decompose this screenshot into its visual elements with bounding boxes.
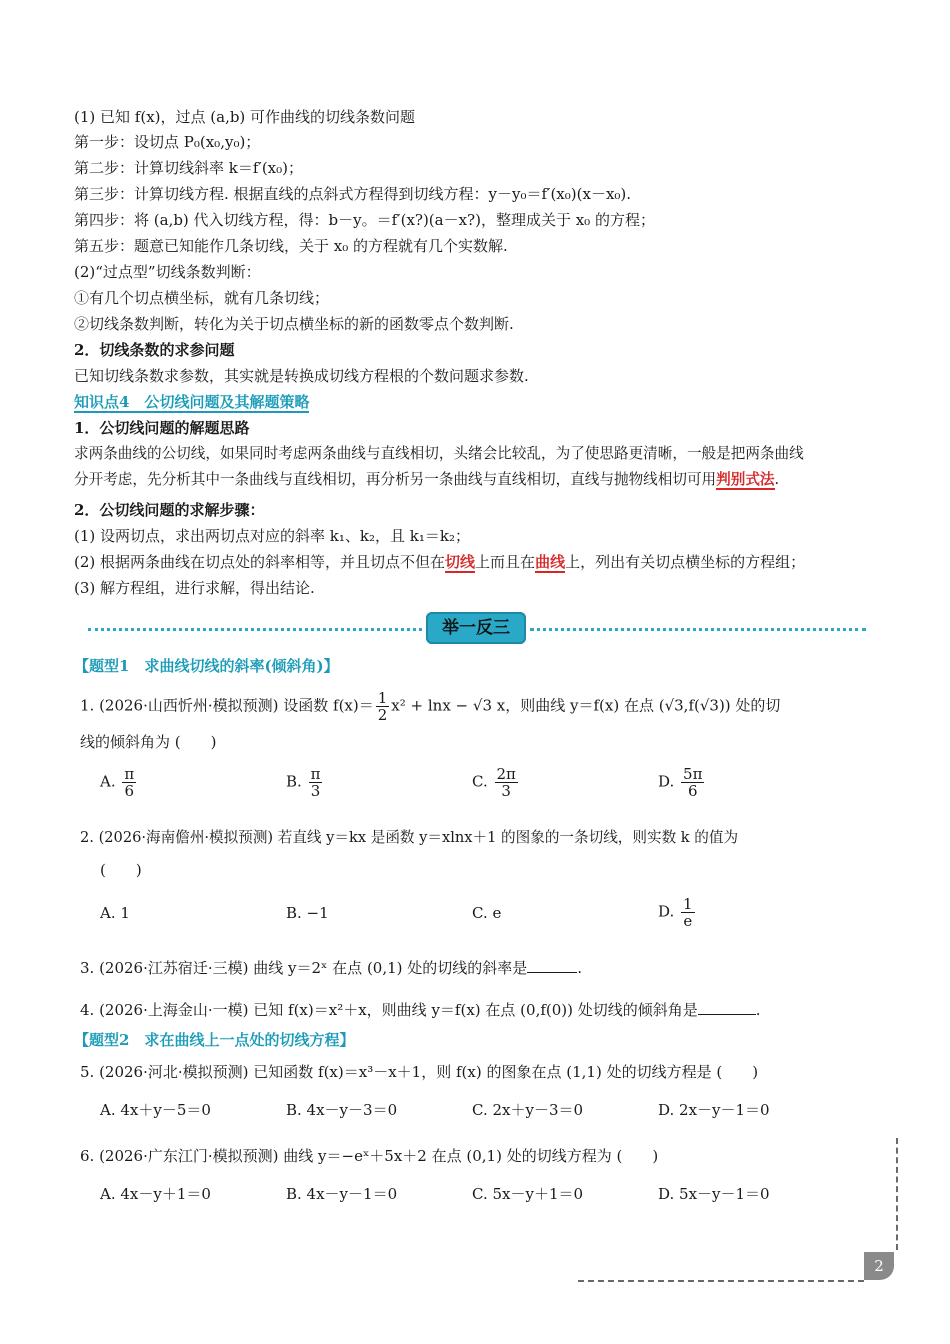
option-a[interactable]: A. 1 (100, 904, 130, 922)
option-d[interactable] (658, 896, 697, 929)
question-stem (80, 1000, 761, 1020)
fraction (376, 690, 390, 723)
text-line: 第一步：设切点 P₀(x₀,y₀)； (74, 133, 261, 151)
text-line: ①有几个切点横坐标，就有几条切线； (74, 289, 330, 307)
option-b[interactable]: B. 4x－y－3＝0 (286, 1101, 398, 1119)
text-span: . (755, 1001, 761, 1019)
text-line: 第三步：计算切线方程. 根据直线的点斜式方程得到切线方程：y－y₀＝f′(x₀)(x－x₀). (74, 185, 632, 203)
numerator: 2π (496, 765, 516, 783)
option-label: B. (286, 772, 302, 791)
page-number: 2 (864, 1252, 894, 1280)
denominator: 6 (687, 782, 698, 800)
fraction (681, 766, 704, 799)
option-label: A. (100, 772, 116, 791)
banner-label: 举一反三 (426, 612, 526, 644)
denominator: 3 (501, 782, 511, 800)
numerator: π (310, 765, 321, 783)
text-line: (1) 设两切点，求出两切点对应的斜率 k₁、k₂，且 k₁＝k₂； (74, 527, 470, 545)
numerator: 1 (377, 689, 388, 707)
knowledge-point-title (74, 392, 309, 412)
page-corner-dash (578, 1280, 864, 1282)
text-line: ②切线条数判断，转化为关于切点横坐标的新的函数零点个数判断. (74, 315, 514, 333)
text-span: 4. (2026·上海金山·一模) 已知 f(x)＝x²＋x，则曲线 y＝f(x) 在点 (0,f(0)) 处切线的倾斜角是 (80, 1001, 698, 1019)
text-span: 3. (2026·江苏宿迁·三模) 曲线 y＝2ˣ 在点 (0,1) 处的切线的斜率是 (80, 959, 528, 977)
text-span: . (774, 471, 780, 488)
answer-blank[interactable] (527, 958, 577, 973)
option-b[interactable] (286, 766, 324, 799)
text-line: 求两条曲线的公切线，如果同时考虑两条曲线与直线相切，头绪会比较乱，为了使思路更清晰，一般是把两条曲线 (74, 445, 804, 462)
fraction (495, 766, 518, 799)
option-a[interactable]: A. 4x＋y－5＝0 (100, 1101, 211, 1119)
dotted-divider (88, 628, 422, 631)
text-span: 上而且在 (475, 553, 536, 571)
option-d[interactable]: D. 5x－y－1＝0 (658, 1185, 770, 1203)
text-line: 第五步：题意已知能作几条切线，关于 x₀ 的方程就有几个实数解. (74, 237, 508, 255)
section-heading: 1．公切线问题的解题思路 (74, 419, 250, 437)
option-d[interactable] (658, 766, 706, 799)
text-line: 第四步：将 (a,b) 代入切线方程，得：b－y。＝f′(x?)(a－x?)，整理成关于 x₀ 的方程； (74, 211, 655, 229)
text-span: (2) 根据两条曲线在切点处的斜率相等，并且切点不但在 (74, 553, 446, 571)
text-line: (3) 解方程组，进行求解，得出结论. (74, 579, 315, 597)
denominator: 3 (310, 782, 321, 800)
dotted-divider (530, 628, 866, 631)
option-label: C. (472, 772, 488, 791)
denominator: 2 (377, 706, 388, 724)
denominator: e (683, 912, 693, 930)
option-a[interactable]: A. 4x－y＋1＝0 (100, 1185, 211, 1203)
option-b[interactable]: B. 4x－y－1＝0 (286, 1185, 398, 1203)
text-span: . (577, 959, 583, 977)
section-heading: 2．公切线问题的求解步骤： (74, 501, 265, 519)
question-stem: 线的倾斜角为 ( ) (80, 733, 217, 751)
option-c[interactable]: C. 2x＋y－3＝0 (472, 1101, 584, 1119)
question-type-title: 【题型2 求在曲线上一点处的切线方程】 (74, 1031, 355, 1049)
question-stem (80, 690, 780, 723)
section-heading: 2．切线条数的求参问题 (74, 341, 235, 359)
text-span: 上，列出有关切点横坐标的方程组； (565, 553, 806, 571)
option-b[interactable]: B. −1 (286, 904, 329, 922)
highlight-term: 判别式法 (716, 471, 775, 488)
kp-title-text: 知识点4 公切线问题及其解题策略 (74, 393, 310, 411)
highlight-term: 曲线 (535, 553, 566, 571)
text-line: (1) 已知 f(x)，过点 (a,b) 可作曲线的切线条数问题 (74, 108, 416, 126)
option-label: D. (658, 772, 675, 791)
question-stem: ( ) (100, 861, 142, 879)
numerator: 5π (683, 765, 703, 783)
denominator: 6 (124, 782, 135, 800)
numerator: 1 (683, 895, 693, 913)
text-line (74, 470, 779, 490)
question-stem (80, 958, 582, 978)
question-stem: 2. (2026·海南儋州·模拟预测) 若直线 y＝kx 是函数 y＝xlnx＋1 的图象的一条切线，则实数 k 的值为 (80, 829, 739, 846)
option-c[interactable] (472, 766, 520, 799)
option-c[interactable]: C. 5x－y＋1＝0 (472, 1185, 584, 1203)
text-span: 分开考虑，先分析其中一条曲线与直线相切，再分析另一条曲线与直线相切，直线与抛物线相切可用 (74, 471, 717, 488)
text-span: 1. (2026·山西忻州·模拟预测) 设函数 f(x)＝ (80, 696, 374, 715)
answer-blank[interactable] (698, 1000, 756, 1015)
fraction (681, 896, 695, 929)
text-line: 第二步：计算切线斜率 k＝f′(x₀)； (74, 159, 303, 177)
option-d[interactable]: D. 2x－y－1＝0 (658, 1101, 770, 1119)
option-label: D. (658, 902, 675, 921)
section-banner (88, 612, 866, 646)
text-line: 已知切线条数求参数，其实就是转换成切线方程根的个数问题求参数. (74, 367, 529, 385)
text-span: x² + lnx − √3 x，则曲线 y＝f(x) 在点 (√3,f(√3)) 处的切 (391, 696, 781, 715)
text-line (74, 552, 805, 572)
page-corner-dash (896, 1138, 898, 1250)
option-c[interactable]: C. e (472, 904, 502, 922)
fraction (122, 766, 136, 799)
question-stem: 6. (2026·广东江门·模拟预测) 曲线 y＝−eˣ＋5x＋2 在点 (0,1) 处的切线方程为 ( ) (80, 1147, 659, 1165)
text-line: (2)“过点型”切线条数判断： (74, 263, 261, 281)
highlight-term: 切线 (445, 553, 476, 571)
fraction (309, 766, 323, 799)
numerator: π (124, 765, 135, 783)
question-type-title: 【题型1 求曲线切线的斜率(倾斜角)】 (74, 657, 339, 675)
question-stem: 5. (2026·河北·模拟预测) 已知函数 f(x)＝x³－x＋1，则 f(x) 的图象在点 (1,1) 处的切线方程是 ( ) (80, 1063, 759, 1081)
option-a[interactable] (100, 766, 138, 799)
